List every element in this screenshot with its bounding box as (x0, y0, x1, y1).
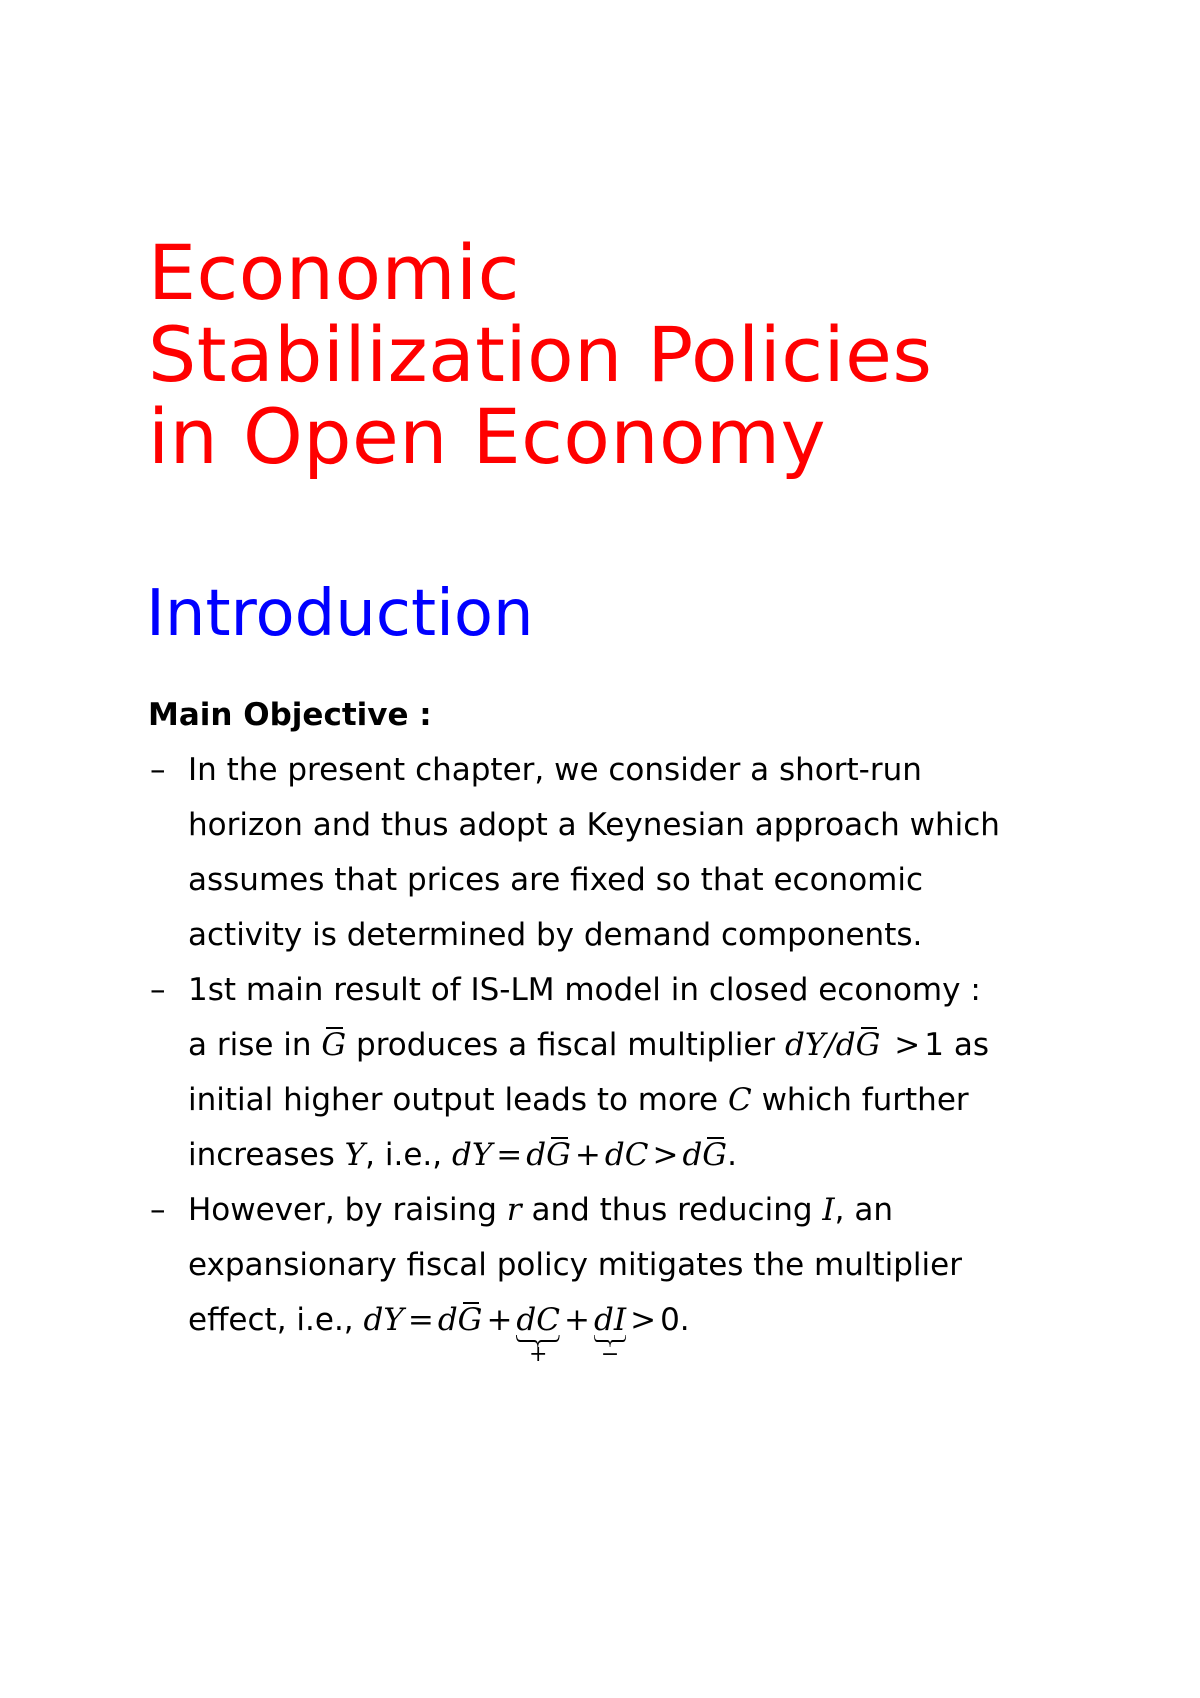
bullet-2-line-4 (188, 1135, 737, 1175)
slide-title (148, 228, 1128, 481)
math-dy: dY (451, 1137, 493, 1173)
math-d: d (835, 1027, 856, 1063)
math-r: r (506, 1192, 522, 1228)
title-line-2: Stabilization Policies (148, 310, 933, 399)
math-i: I (822, 1192, 835, 1228)
bullet-3-line-2: expansionary fiscal policy mitigates the multiplier (188, 1247, 962, 1283)
bullet-1-line-2: horizon and thus adopt a Keynesian approach which (188, 807, 1000, 843)
math-d: d (526, 1137, 547, 1173)
math-period: . (679, 1302, 690, 1338)
math-di: dI (593, 1302, 627, 1338)
math-plus: + (574, 1137, 601, 1173)
text-segment: , an (834, 1192, 893, 1228)
math-zero: 0 (660, 1302, 680, 1338)
bullet-dash-1: – (150, 752, 166, 788)
text-segment: and thus reducing (531, 1192, 813, 1228)
math-eq: = (407, 1302, 434, 1338)
title-line-3: in Open Economy (148, 392, 827, 481)
math-slash: / (825, 1027, 836, 1063)
math-g-bar: G (321, 1027, 347, 1063)
bullet-3-line-1 (188, 1190, 893, 1230)
text-segment: increases (188, 1137, 335, 1173)
section-heading: Introduction (146, 577, 534, 651)
text-segment: which further (761, 1082, 969, 1118)
bullet-3-line-3 (188, 1300, 690, 1367)
math-dc: dC (604, 1137, 649, 1173)
math-plus: + (486, 1302, 513, 1338)
underbrace-dc (516, 1300, 560, 1367)
text-segment: However, by raising (188, 1192, 497, 1228)
math-dc: dC (516, 1302, 560, 1338)
math-g-bar: G (546, 1137, 571, 1173)
math-g-bar: G (702, 1137, 728, 1173)
math-dy: dY (363, 1302, 404, 1338)
main-objective-label: Main Objective : (148, 697, 432, 733)
text-segment: produces a fiscal multiplier (356, 1027, 776, 1063)
math-g-bar: G (457, 1302, 483, 1338)
math-dy: dY (785, 1027, 826, 1063)
bullet-1-line-3: assumes that prices are fixed so that economic (188, 862, 924, 898)
underbrace-di (593, 1300, 627, 1367)
bullet-2-line-1: 1st main result of IS-LM model in closed economy : (188, 972, 981, 1008)
sign-minus: − (600, 1342, 620, 1367)
sign-plus: + (528, 1342, 548, 1367)
text-segment: a rise in (188, 1027, 312, 1063)
text-segment: , i.e., (365, 1137, 443, 1173)
math-d: d (682, 1137, 703, 1173)
math-g-bar: G (855, 1027, 881, 1063)
math-one: 1 (924, 1027, 944, 1063)
text-segment: as (953, 1027, 990, 1063)
text-segment: effect, i.e., (188, 1302, 354, 1338)
bullet-1-line-4: activity is determined by demand components. (188, 917, 923, 953)
math-c: C (727, 1082, 752, 1118)
math-eq: = (496, 1137, 523, 1173)
math-gt: > (652, 1137, 679, 1173)
math-plus: + (564, 1302, 590, 1338)
math-d: d (437, 1302, 458, 1338)
text-segment: initial higher output leads to more (188, 1082, 719, 1118)
math-period: . (727, 1137, 737, 1173)
math-gt: > (630, 1302, 657, 1338)
bullet-2-line-3 (188, 1080, 969, 1120)
bullet-2-line-2 (188, 1025, 989, 1065)
math-gt: > (894, 1027, 921, 1063)
title-line-1: Economic (148, 228, 520, 317)
math-y: Y (344, 1137, 366, 1173)
bullet-dash-3: – (150, 1192, 166, 1228)
bullet-1-line-1: In the present chapter, we consider a short-run (188, 752, 922, 788)
bullet-dash-2: – (150, 972, 166, 1008)
